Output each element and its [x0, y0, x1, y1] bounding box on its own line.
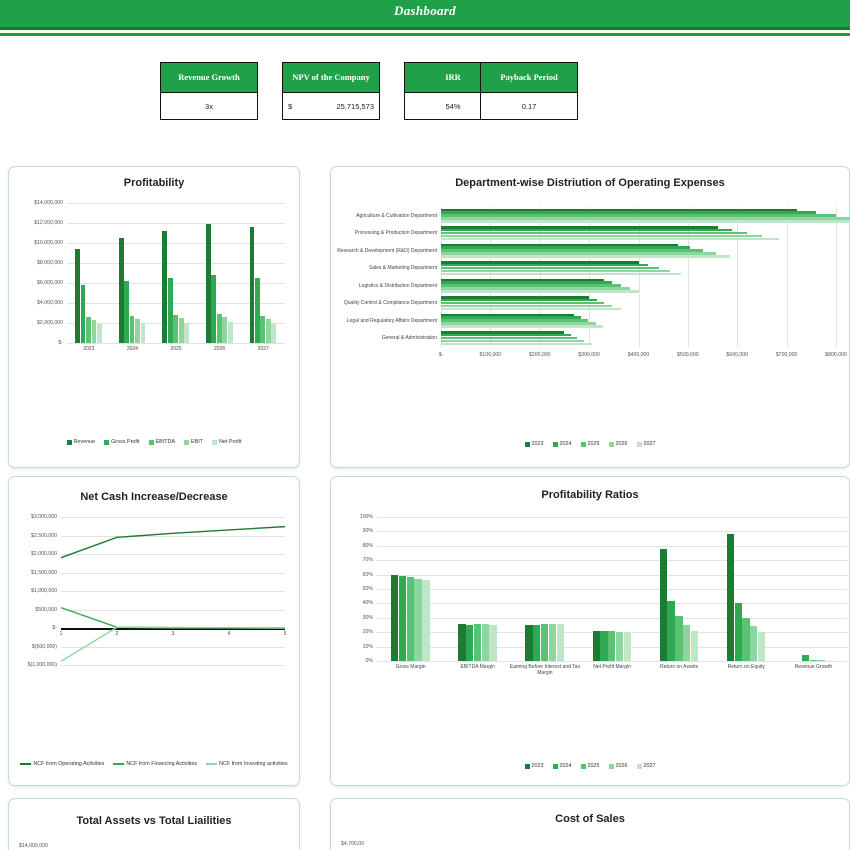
- chart-title-profitability-ratios: Profitability Ratios: [541, 489, 639, 501]
- bar-2027: [489, 625, 496, 661]
- bar-2025-Net Profit: [184, 323, 189, 344]
- grid-line: [377, 589, 847, 590]
- grid-line: [61, 665, 285, 666]
- x-axis-label: Revenue Growth: [794, 664, 833, 670]
- x-axis-tick: $600,000: [726, 352, 749, 358]
- x-axis-label: 1: [59, 631, 63, 637]
- bar-2027-Net Profit: [271, 323, 276, 343]
- chart-legend-net-cash: [9, 761, 299, 767]
- bar-2023: [593, 631, 600, 661]
- hbar-2027: [441, 273, 681, 275]
- bar-2024: [533, 625, 540, 661]
- kpi-value: 0.17: [521, 102, 537, 111]
- y-axis-label: Agriculture & Cultivation Department: [356, 212, 437, 219]
- bar-2027: [624, 632, 631, 661]
- x-axis-label: 2024: [126, 346, 138, 352]
- grid-line: [377, 575, 847, 576]
- chart-legend-profitability: [9, 439, 299, 445]
- hbar-2027: [441, 220, 850, 222]
- legend-swatch: [637, 764, 642, 769]
- bar-2023-EBIT: [92, 320, 97, 343]
- bar-2026-Net Profit: [228, 322, 233, 344]
- panel-cost-of-sales: [330, 798, 850, 850]
- chart-title-cost-of-sales: Cost of Sales: [555, 813, 625, 825]
- kpi-value: 54%: [445, 102, 461, 111]
- grid-line: [377, 531, 847, 532]
- axis-tick: $-: [58, 340, 63, 346]
- bar-2023-Revenue: [75, 249, 80, 343]
- legend-item: [206, 761, 288, 767]
- legend-label: Net Profit: [219, 439, 242, 445]
- x-axis-label: Gross Margin: [395, 664, 426, 670]
- grid-line: [67, 343, 285, 344]
- bar-2026-EBITDA: [217, 314, 222, 343]
- chart-title-total-assets: Total Assets vs Total Liailities: [76, 815, 232, 827]
- y-axis-label: General & Administration: [381, 335, 437, 342]
- legend-item: [113, 761, 197, 767]
- legend-item: [609, 441, 628, 447]
- axis-tick: 90%: [362, 528, 373, 535]
- axis-tick: $(1,000,000): [27, 662, 57, 668]
- legend-item: [609, 763, 628, 769]
- x-axis-label: 2: [115, 631, 119, 637]
- legend-item: [637, 763, 656, 769]
- panel-total-assets-vs-liabilities: [8, 798, 300, 850]
- axis-tick: $12,000,000: [34, 220, 63, 226]
- legend-swatch: [581, 442, 586, 447]
- hbar-2027: [441, 325, 603, 327]
- x-axis-tick: $100,000: [479, 352, 502, 358]
- legend-swatch: [113, 763, 124, 765]
- x-axis-label: 2027: [257, 346, 269, 352]
- chart-legend-department-opex: [331, 441, 849, 447]
- bar-2026: [616, 632, 623, 661]
- axis-tick: $2,000,000: [37, 320, 63, 326]
- legend-label: EBITDA: [155, 439, 176, 445]
- bar-2024-Gross Profit: [124, 281, 129, 343]
- x-axis-label: 2026: [214, 346, 226, 352]
- bar-2025-Gross Profit: [168, 278, 173, 343]
- legend-label: Gross Profit: [111, 439, 140, 445]
- panel-net-cash: [8, 476, 300, 786]
- axis-tick: 20%: [362, 629, 373, 636]
- line-NCF from Financing Activities: [61, 608, 285, 628]
- x-axis-tick: $300,000: [578, 352, 600, 358]
- kpi-card-payback-period[interactable]: [480, 62, 578, 120]
- bar-2027-EBITDA: [260, 316, 265, 343]
- bar-2025-Revenue: [162, 231, 167, 343]
- x-axis-tick: $700,000: [775, 352, 798, 358]
- bar-2023: [391, 575, 398, 661]
- bar-2025: [474, 624, 481, 661]
- axis-tick: $-: [52, 625, 57, 631]
- bar-2025: [742, 618, 749, 661]
- bar-2027-EBIT: [266, 319, 271, 343]
- legend-item: [553, 441, 572, 447]
- legend-swatch: [525, 442, 530, 447]
- legend-swatch: [212, 440, 217, 445]
- x-axis-label: Net Profit Margin: [593, 664, 631, 670]
- bar-2027: [557, 624, 564, 661]
- legend-swatch: [20, 763, 31, 765]
- hbar-2027: [441, 290, 639, 292]
- legend-item: [20, 761, 104, 767]
- legend-item: [67, 439, 96, 445]
- bar-2026: [750, 626, 757, 661]
- bar-2024-EBITDA: [130, 316, 135, 343]
- x-axis-label: Return on Equity: [727, 664, 765, 670]
- y-axis-label: Sales & Marketing Department: [368, 265, 437, 272]
- axis-tick: 10%: [362, 643, 373, 650]
- hbar-2027: [441, 238, 779, 240]
- legend-swatch: [67, 440, 72, 445]
- chart-plot-department-opex: [337, 207, 847, 358]
- hbar-2027: [441, 343, 592, 345]
- bar-2024: [802, 655, 809, 661]
- bar-2024: [466, 625, 473, 661]
- bar-2023: [458, 624, 465, 661]
- x-axis-label: EBITDA Margin: [460, 664, 495, 670]
- x-axis-tick: $800,000: [825, 352, 847, 358]
- panel-profitability-ratios: [330, 476, 850, 786]
- legend-item: [581, 763, 600, 769]
- grid-line: [836, 207, 837, 347]
- bar-2026: [817, 660, 824, 661]
- legend-swatch: [553, 442, 558, 447]
- grid-line: [737, 207, 738, 347]
- bar-2026-Gross Profit: [211, 275, 216, 343]
- grid-line: [377, 517, 847, 518]
- hbar-2027: [441, 255, 730, 257]
- bar-2026: [683, 625, 690, 661]
- bar-2027-Revenue: [250, 227, 255, 343]
- bar-2025: [407, 577, 414, 661]
- axis-tick: $4,700,00: [341, 841, 365, 847]
- legend-item: [184, 439, 203, 445]
- kpi-card-revenue-growth[interactable]: [160, 62, 258, 120]
- axis-tick: 60%: [362, 571, 373, 578]
- axis-tick: $2,000,000: [31, 551, 57, 557]
- bar-2024-Revenue: [119, 238, 124, 343]
- bar-2024: [667, 601, 674, 661]
- bar-2026: [549, 624, 556, 661]
- bar-2023: [660, 549, 667, 661]
- legend-item: [212, 439, 241, 445]
- grid-line: [377, 603, 847, 604]
- x-axis-label: 5: [283, 631, 287, 637]
- chart-legend-profitability-ratios: [331, 763, 849, 769]
- bar-2024-EBIT: [135, 319, 140, 343]
- grid-line: [377, 661, 847, 662]
- legend-label: NCF from Investing activities: [219, 761, 288, 767]
- panel-department-opex: [330, 166, 850, 468]
- legend-swatch: [637, 442, 642, 447]
- kpi-value: 25,715,573: [336, 102, 374, 111]
- legend-label: 2026: [615, 763, 628, 769]
- x-axis-label: 2023: [83, 346, 95, 352]
- legend-label: 2023: [531, 763, 544, 769]
- bar-2026: [482, 624, 489, 661]
- legend-label: 2027: [643, 763, 656, 769]
- chart-title-department-opex: Department-wise Distriution of Operating Expenses: [455, 177, 725, 189]
- y-axis-label: Legal and Regulatory Affairs Department: [346, 317, 437, 324]
- axis-tick: 30%: [362, 614, 373, 621]
- y-axis-label: Processing & Production Department: [354, 230, 437, 237]
- legend-label: Revenue: [73, 439, 96, 445]
- axis-tick: $(500,000): [31, 643, 57, 650]
- chart-plot-profitability-ratios: [359, 514, 847, 676]
- chart-title-profitability: Profitability: [123, 177, 185, 189]
- axis-tick: 70%: [362, 557, 373, 564]
- bar-2026-EBIT: [222, 317, 227, 343]
- legend-swatch: [525, 764, 530, 769]
- bar-2023-Net Profit: [97, 324, 102, 343]
- bar-2025: [675, 616, 682, 661]
- axis-tick: 80%: [362, 542, 373, 549]
- legend-swatch: [581, 764, 586, 769]
- bar-2027: [691, 631, 698, 661]
- bar-2023: [525, 625, 532, 661]
- legend-label: EBIT: [191, 439, 204, 445]
- legend-swatch: [206, 763, 217, 765]
- chart-plot-profitability: [34, 200, 285, 352]
- grid-line: [787, 207, 788, 347]
- legend-label: NCF from Operating Activities: [33, 761, 105, 767]
- grid-line: [377, 546, 847, 547]
- bar-2024: [600, 631, 607, 661]
- bar-2024: [735, 603, 742, 661]
- legend-item: [104, 439, 139, 445]
- bar-2027-Gross Profit: [255, 278, 260, 343]
- legend-swatch: [149, 440, 154, 445]
- legend-item: [637, 441, 656, 447]
- axis-tick: $1,000,000: [31, 588, 57, 594]
- axis-tick: 100%: [359, 514, 373, 520]
- legend-swatch: [184, 440, 189, 445]
- x-axis-label: 2025: [170, 346, 182, 352]
- hbar-2027: [441, 308, 621, 310]
- axis-tick: $8,000,000: [37, 260, 63, 266]
- legend-swatch: [609, 442, 614, 447]
- bar-2025-EBITDA: [173, 315, 178, 343]
- legend-label: NCF from Financing Activities: [126, 761, 198, 767]
- bar-2023: [727, 534, 734, 661]
- axis-tick: 50%: [362, 586, 373, 592]
- axis-tick: $6,000,000: [37, 280, 63, 286]
- x-axis-label: 3: [171, 631, 175, 637]
- bar-2027: [422, 580, 429, 661]
- bar-2026-Revenue: [206, 224, 211, 343]
- header-divider: [0, 33, 850, 36]
- panel-profitability: [8, 166, 300, 468]
- legend-item: [149, 439, 175, 445]
- legend-item: [525, 441, 544, 447]
- legend-item: [525, 763, 544, 769]
- axis-tick: 0%: [365, 658, 373, 664]
- bar-2025: [810, 660, 817, 661]
- legend-swatch: [609, 764, 614, 769]
- kpi-label: NPV of the Company: [283, 63, 379, 93]
- bar-2023-Gross Profit: [81, 285, 86, 343]
- y-axis-label: Research & Development (R&D) Department: [337, 247, 437, 254]
- legend-label: 2024: [559, 441, 572, 447]
- bar-2025: [541, 624, 548, 661]
- kpi-currency-symbol: $: [288, 102, 293, 111]
- bar-2027: [758, 632, 765, 661]
- kpi-label: Revenue Growth: [161, 63, 257, 93]
- legend-item: [581, 441, 600, 447]
- x-axis-tick: $-: [438, 352, 444, 358]
- axis-tick: $500,000: [35, 606, 57, 613]
- axis-tick: $4,000,000: [37, 300, 63, 306]
- y-axis-label: Logistics & Distribution Department: [358, 282, 437, 289]
- axis-tick: 40%: [362, 600, 373, 607]
- x-axis-label: Return on Assets: [660, 664, 699, 670]
- axis-tick: $14,000,000: [19, 843, 48, 849]
- x-axis-tick: $200,000: [528, 352, 551, 358]
- grid-line: [377, 618, 847, 619]
- x-axis-label: 4: [227, 631, 231, 637]
- bar-2024-Net Profit: [141, 323, 146, 343]
- y-axis-label: Quality Control & Compliance Department: [343, 300, 437, 307]
- grid-line: [377, 560, 847, 561]
- kpi-card-npv[interactable]: [282, 62, 380, 120]
- axis-tick: $14,000,000: [34, 200, 63, 206]
- kpi-label: Payback Period: [481, 63, 577, 93]
- grid-line: [67, 223, 285, 224]
- page-title: Dashboard: [394, 3, 456, 18]
- bar-2023-EBITDA: [86, 317, 91, 343]
- axis-tick: $1,500,000: [31, 569, 57, 576]
- bar-2025-EBIT: [179, 318, 184, 343]
- kpi-label: IRR: [405, 63, 501, 93]
- axis-tick: $2,500,000: [31, 532, 57, 539]
- chart-plot-net-cash: [27, 514, 287, 668]
- kpi-value: 3x: [205, 102, 213, 111]
- bar-2026: [414, 579, 421, 661]
- legend-label: 2023: [531, 441, 544, 447]
- line-NCF from Operating Activities: [61, 527, 285, 558]
- bar-2025: [608, 631, 615, 661]
- axis-tick: $10,000,000: [34, 240, 63, 246]
- legend-label: 2024: [559, 763, 572, 769]
- line-series-group: [61, 517, 285, 665]
- legend-swatch: [553, 764, 558, 769]
- legend-label: 2025: [587, 763, 600, 769]
- x-axis-tick: $400,000: [627, 352, 650, 358]
- x-axis-tick: $500,000: [677, 352, 699, 358]
- legend-swatch: [104, 440, 109, 445]
- x-axis-label: Earning Before Interest and Tax Margin: [509, 664, 580, 676]
- legend-label: 2026: [615, 441, 628, 447]
- axis-tick: $3,000,000: [31, 514, 57, 520]
- kpi-value-row: [283, 93, 379, 120]
- bar-2024: [399, 576, 406, 661]
- legend-label: 2025: [587, 441, 600, 447]
- chart-title-net-cash: Net Cash Increase/Decrease: [80, 491, 228, 503]
- legend-item: [553, 763, 572, 769]
- grid-line: [67, 203, 285, 204]
- legend-label: 2027: [643, 441, 656, 447]
